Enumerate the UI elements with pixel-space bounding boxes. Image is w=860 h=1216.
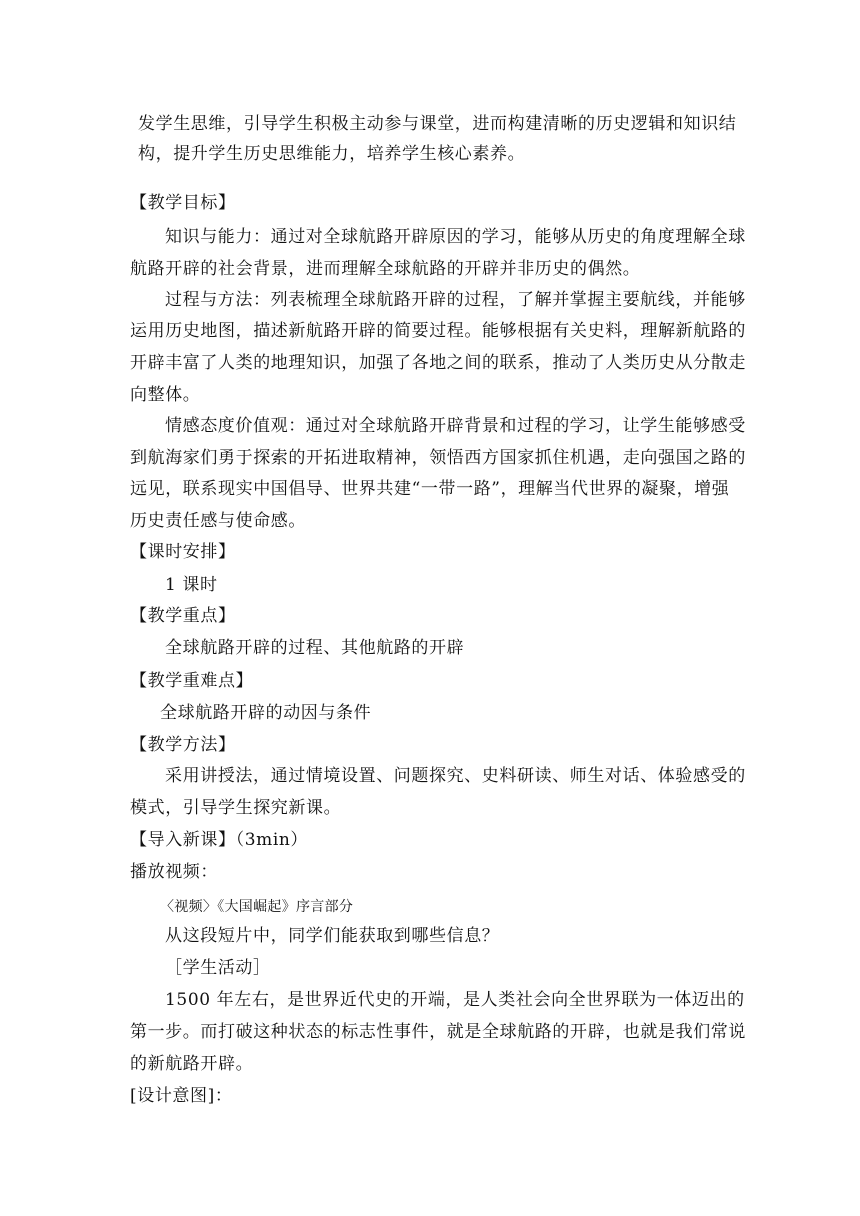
difficult-points-text: 全球航路开辟的动因与条件: [160, 703, 372, 723]
heading-teaching-goals: 【教学目标】: [130, 193, 236, 213]
goal-process-line-3: 开辟丰富了人类的地理知识，加强了各地之间的联系，推动了人类历史从分散走: [130, 353, 746, 373]
goal-knowledge-line-1: 知识与能力：通过对全球航路开辟原因的学习，能够从历史的角度理解全球: [165, 227, 746, 247]
heading-methods: 【教学方法】: [130, 735, 236, 755]
heading-key-points: 【教学重点】: [130, 606, 236, 626]
heading-lesson-intro: 【导入新课】（3min）: [130, 830, 309, 850]
goal-process-line-4: 向整体。: [130, 385, 201, 405]
play-video-label: 播放视频：: [130, 862, 218, 882]
goal-process-line-2: 运用历史地图，描述新航路开辟的简要过程。能够根据有关史料，理解新航路的: [130, 321, 746, 341]
key-points-text: 全球航路开辟的过程、其他航路的开辟: [165, 638, 465, 658]
goal-process-line-1: 过程与方法：列表梳理全球航路开辟的过程，了解并掌握主要航线，并能够: [165, 290, 746, 310]
goal-emotion-line-3: 远见，联系现实中国倡导、世界共建“一带一路”，理解当代世界的凝聚，增强: [130, 479, 730, 499]
paragraph-line-3: 的新航路开辟。: [130, 1054, 254, 1074]
video-caption: 〈视频〉《大国崛起》序言部分: [160, 899, 354, 915]
student-activity-label: ［学生活动］: [165, 958, 271, 978]
schedule-text: 1 课时: [165, 575, 218, 595]
paragraph-line-2: 第一步。而打破这种状态的标志性事件，就是全球航路的开辟，也就是我们常说: [130, 1022, 746, 1042]
goal-emotion-line-1: 情感态度价值观：通过对全球航路开辟背景和过程的学习，让学生能够感受: [165, 416, 746, 436]
intro-line-1: 发学生思维，引导学生积极主动参与课堂，进而构建清晰的历史逻辑和知识结: [138, 114, 737, 134]
heading-difficult-points: 【教学重难点】: [130, 671, 254, 691]
methods-line-1: 采用讲授法，通过情境设置、问题探究、史料研读、师生对话、体验感受的: [165, 766, 746, 786]
intro-line-2: 构，提升学生历史思维能力，培养学生核心素养。: [138, 144, 526, 164]
goal-knowledge-line-2: 航路开辟的社会背景，进而理解全球航路的开辟并非历史的偶然。: [130, 259, 641, 279]
goal-emotion-line-4: 历史责任感与使命感。: [130, 511, 306, 531]
paragraph-line-1: 1500 年左右，是世界近代史的开端，是人类社会向全世界联为一体迈出的: [165, 990, 745, 1010]
methods-line-2: 模式，引导学生探究新课。: [130, 798, 342, 818]
goal-emotion-line-2: 到航海家们勇于探索的开拓进取精神，领悟西方国家抓住机遇，走向强国之路的: [130, 448, 746, 468]
design-intent-label: [设计意图]：: [130, 1086, 233, 1106]
question-text: 从这段短片中，同学们能获取到哪些信息？: [165, 926, 500, 946]
heading-schedule: 【课时安排】: [130, 542, 236, 562]
